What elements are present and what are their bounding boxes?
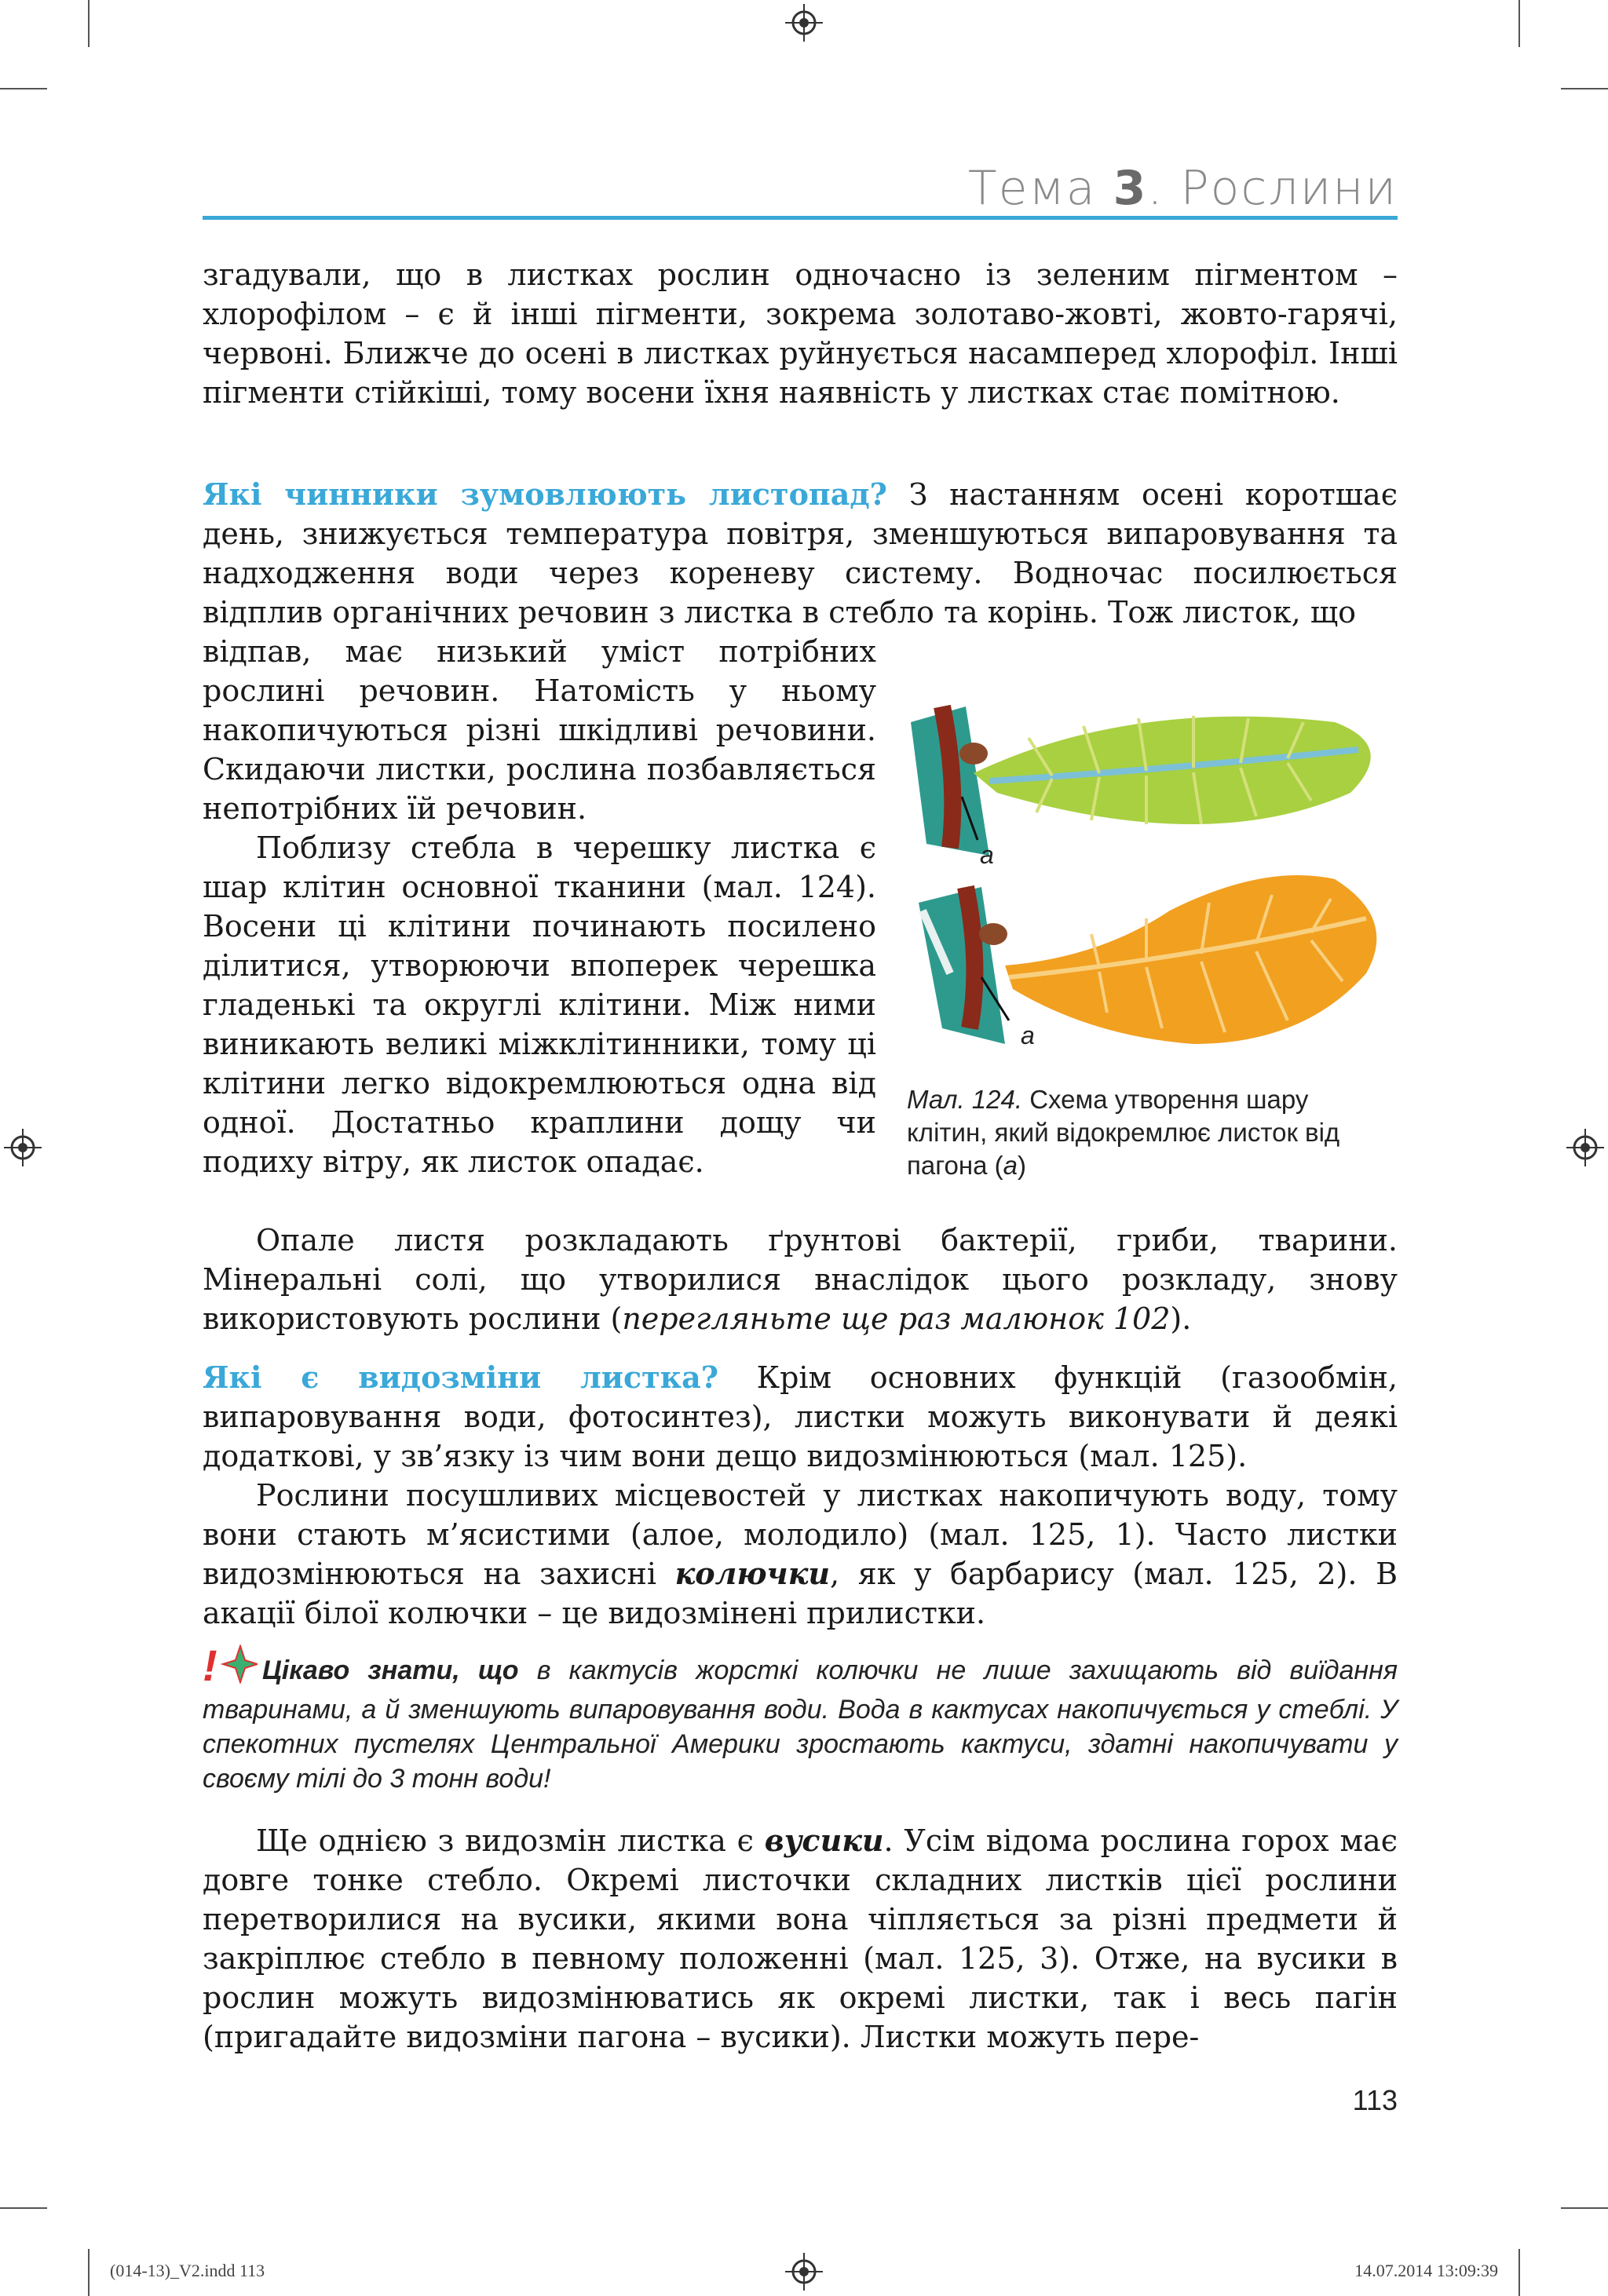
question-heading: Які є видозміни листка? xyxy=(203,1360,718,1395)
figure-caption: Мал. 124. Схема утворення шару клітин, який відокремлює листок від пагона (а) xyxy=(907,1085,1340,1180)
paragraph-3: відпав, має низький уміст потрібних рослині речовин. Натомість у ньому накопичуються різні шкідливі речовини. Скидаючи листки, рослина позбавляється непотрібних їй речовин. xyxy=(203,634,876,826)
crop-mark xyxy=(88,0,90,47)
header-title: Тема 3. Рослини xyxy=(967,161,1398,216)
paragraph-2: Які чинники зумовлюють листопад? З настанням осені коротшає день, знижується температура повітря, зменшуються випаровування та надходження води через кореневу систему. Водночас посилюється відплив органічних речовин з листка в стебло та корінь. Тож листок, що xyxy=(203,476,1398,630)
figure-reference: перегляньте ще раз малюнок 102 xyxy=(622,1301,1171,1336)
paragraph-4: Поблизу стебла в черешку листка є шар клітин основної тканини (мал. 124). Восени ці клітини починають посилено ділитися, утворюючи впоперек черешка гладенькі та округлі клітини. Між ними виникають великі міжклітинники, тому ці клітини легко відокремлюються одна від одної. Достатньо краплини дощу чи подиху вітру, як листок опадає. xyxy=(203,830,876,1179)
page-number: 113 xyxy=(1352,2084,1398,2116)
label-a-bottom: а xyxy=(1021,1021,1035,1049)
footer-timestamp: 14.07.2014 13:09:39 xyxy=(1354,2261,1498,2280)
leaf-diagram xyxy=(895,675,1398,1091)
paragraph-5: Опале листя розкладають ґрунтові бактерії, гриби, тварини. Мінеральні солі, що утворилися внаслідок цього розкладу, знову використовують рослини (перегляньте ще раз малюнок 102). xyxy=(203,1223,1398,1336)
crop-mark xyxy=(1561,2207,1608,2209)
crop-mark xyxy=(1518,2249,1520,2296)
crop-mark xyxy=(0,88,47,89)
paragraph-8: Ще однією з видозмін листка є вусики. Усім відома рослина горох має довге тонке стебло. Окремі листочки складних листків цієї рослини перетворилися на вусики, якими вона чіпляється за різні предмети й закріплює стебло в певному положенні (мал. 125, 3). Отже, на вусики в рослин можуть видозмінюватись як окремі листки, так і весь пагін (пригадайте видозміни пагона – вусики). Листки можуть пере- xyxy=(203,1823,1398,2054)
registration-mark-icon xyxy=(785,2253,823,2291)
green-leaf-illustration xyxy=(911,706,1371,856)
crop-mark xyxy=(1561,88,1608,89)
registration-mark-icon xyxy=(785,4,823,42)
running-header xyxy=(203,161,1398,220)
orange-leaf-illustration xyxy=(919,875,1376,1044)
footer-file: (014-13)_V2.indd 113 xyxy=(110,2261,265,2280)
registration-mark-icon xyxy=(1566,1129,1604,1166)
crop-mark xyxy=(1518,0,1520,47)
svg-text:!: ! xyxy=(203,1644,217,1684)
header-topic-number: 3 xyxy=(1113,161,1148,216)
paragraph-6: Які є видозміни листка? Крім основних функцій (газообмін, випаровування води, фотосинтез), листки можуть виконувати й деякі додаткові, у зв’язку із чим вони дещо видозмінюються (мал. 125). xyxy=(203,1360,1398,1473)
figure-124 xyxy=(895,675,1398,1091)
crop-mark xyxy=(88,2249,90,2296)
info-box: ! Цікаво знати, що в кактусів жорсткі колючки не лише захищають від виїдання тваринами, а й зменшують випаровування води. Вода в кактусах накопичується у стеблі. У спекотних пустелях Центральної Америки зростають кактуси, здатні накопичувати у своєму тілі до 3 тонн води! xyxy=(203,1644,1398,1796)
exclamation-star-icon xyxy=(203,1644,258,1692)
term-thorns: колючки xyxy=(674,1556,831,1591)
term-tendrils: вусики xyxy=(764,1823,884,1858)
crop-mark xyxy=(0,2207,47,2209)
registration-mark-icon xyxy=(4,1129,42,1166)
label-a-top: а xyxy=(980,841,994,869)
question-heading: Які чинники зумовлюють листопад? xyxy=(203,476,887,512)
caption-label: Мал. 124. xyxy=(907,1085,1023,1114)
info-lead: Цікаво знати, що xyxy=(262,1655,519,1685)
paragraph-7: Рослини посушливих місцевостей у листках накопичують воду, тому вони стають м’ясистими (алое, молодило) (мал. 125, 1). Часто листки видозмінюються на захисні колючки, як у барбарису (мал. 125, 2). В акації білої колючки – це видозмінені прилистки. xyxy=(203,1478,1398,1630)
paragraph-1: згадували, що в листках рослин одночасно із зеленим пігментом – хлорофілом – є й інші пігменти, зокрема золотаво-жовті, жовто-гарячі, червоні. Ближче до осені в листках руйнується насамперед хлорофіл. Інші пігменти стійкіші, тому восени їхня наявність у листках стає помітною. xyxy=(203,257,1398,410)
